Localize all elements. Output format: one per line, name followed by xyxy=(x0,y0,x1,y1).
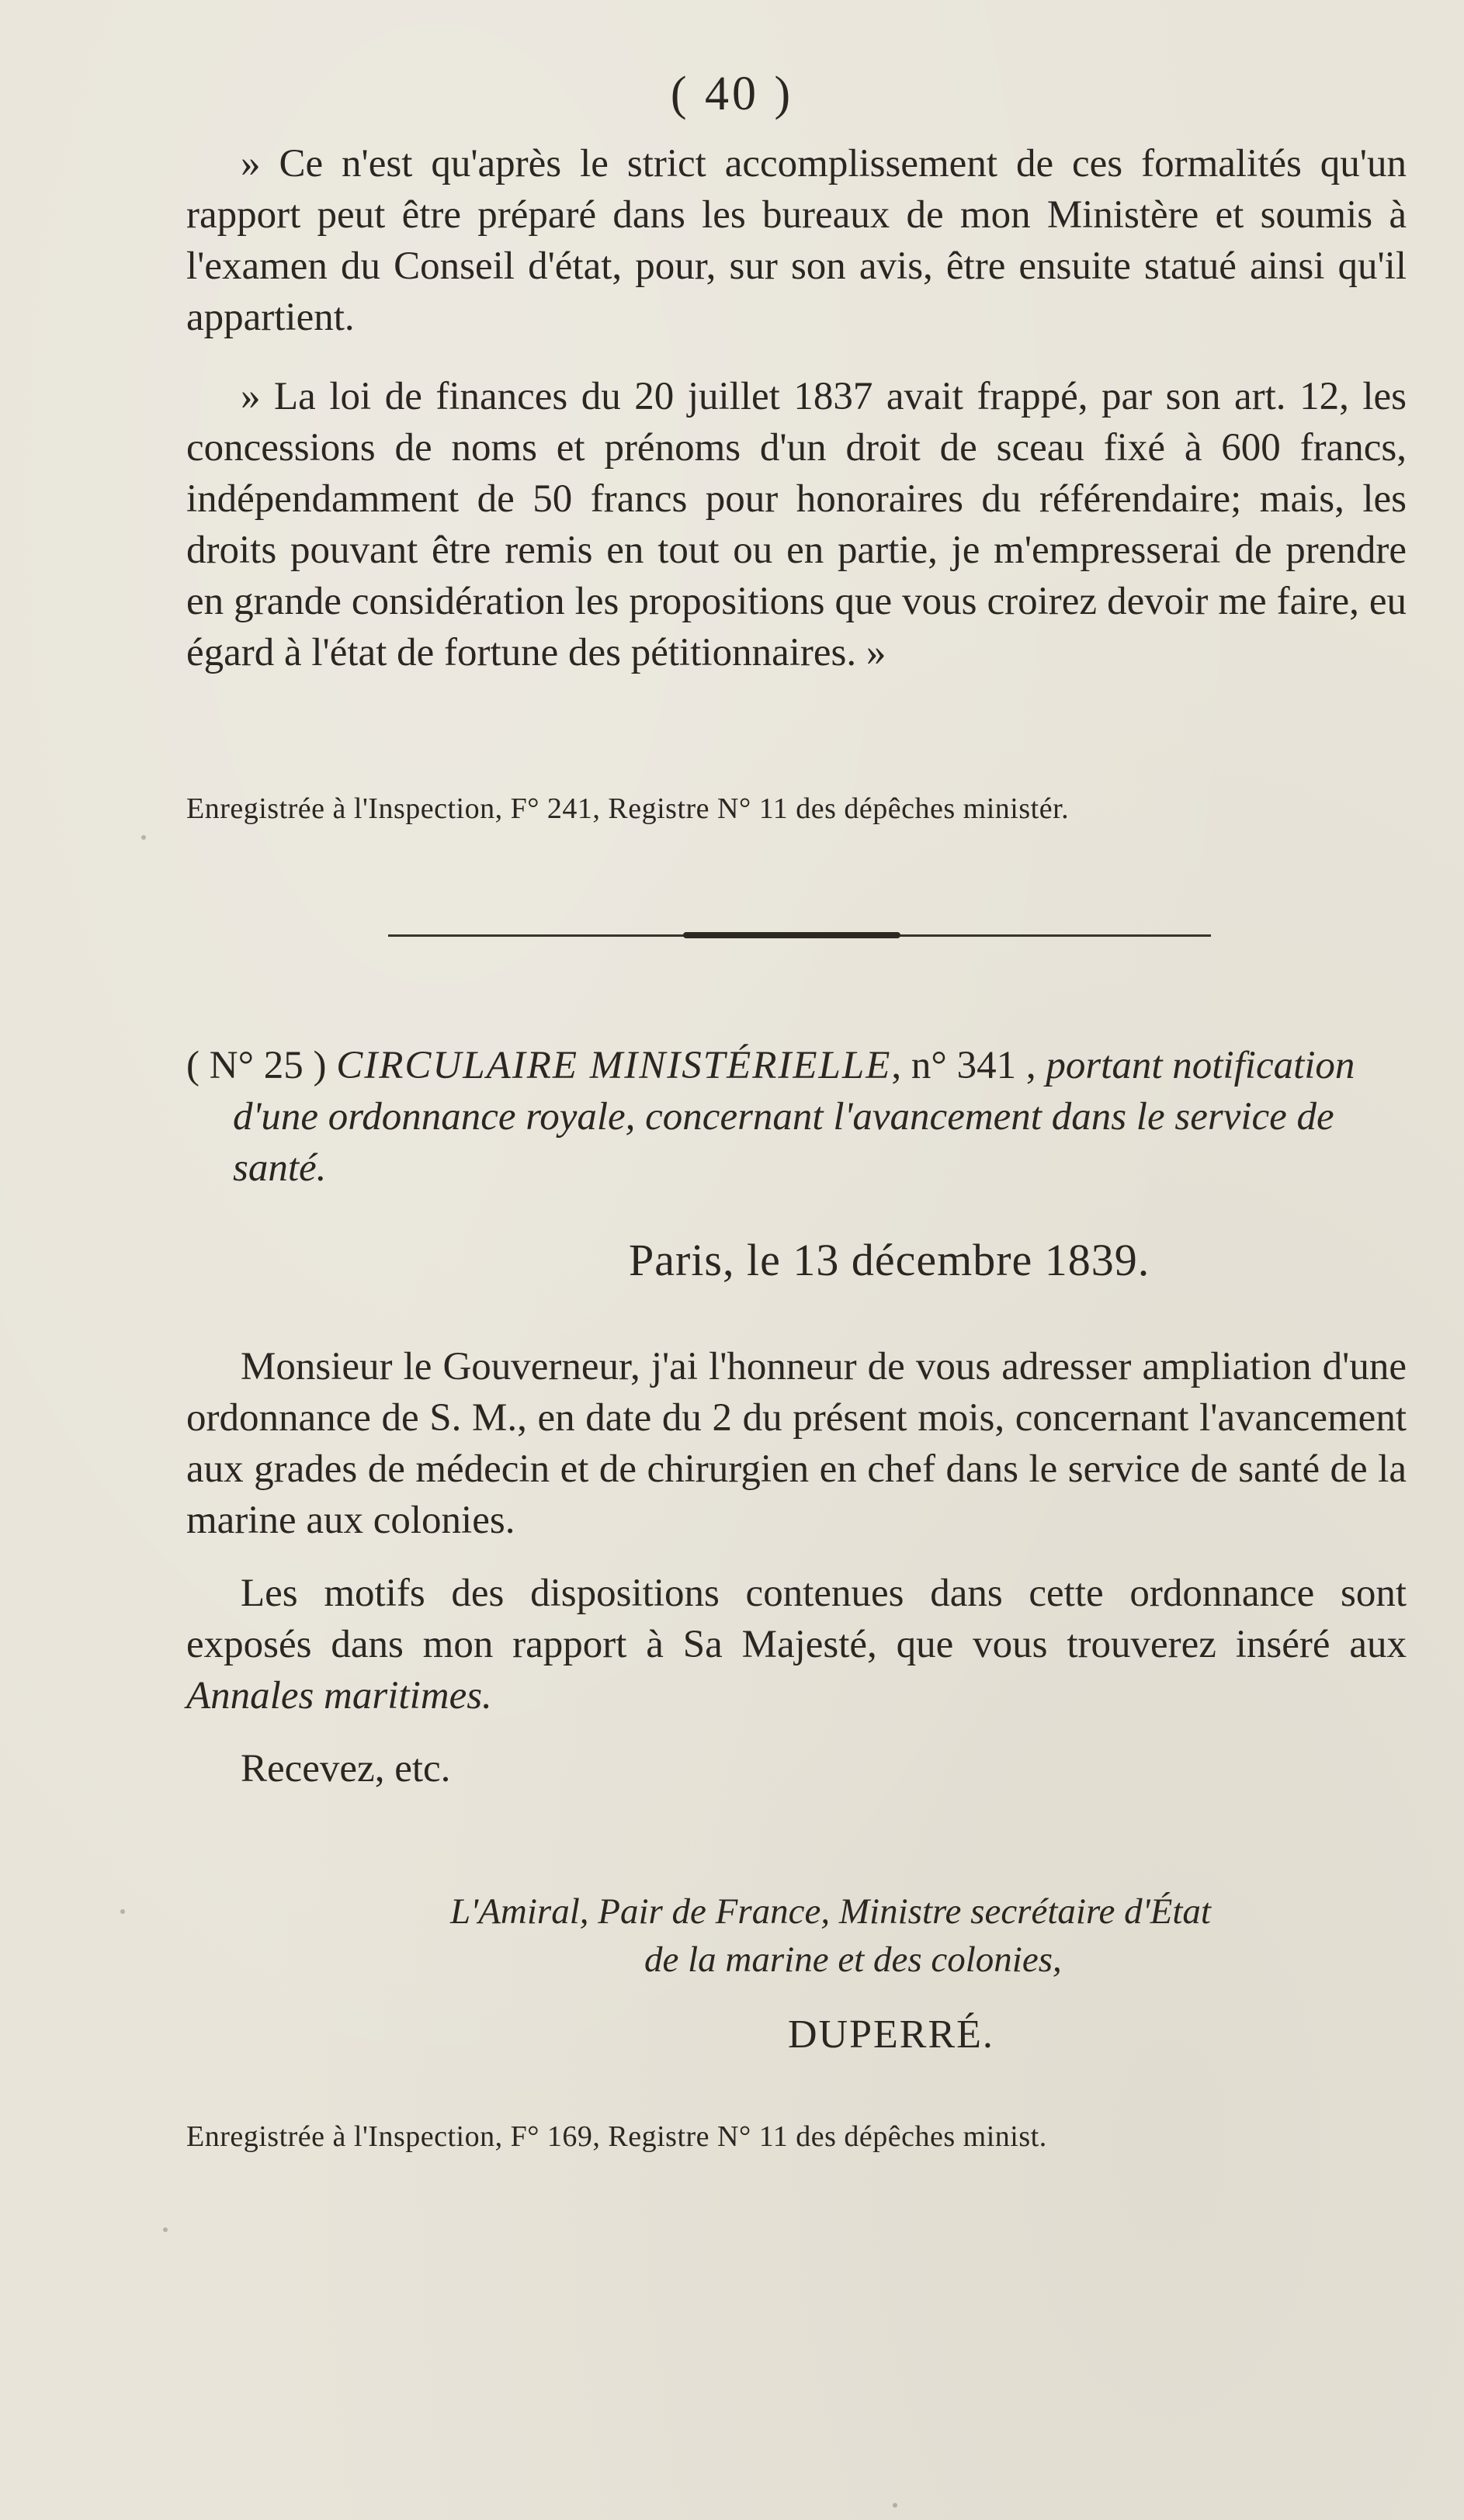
signature-block xyxy=(450,1887,1413,1984)
circular-subject: portant notification d'une ordonnance royale, concernant l'avancement dans le service de santé. xyxy=(233,1044,1355,1190)
circular-ref-number: , n° 341 , xyxy=(891,1044,1036,1087)
paper-speck xyxy=(120,1909,125,1914)
circular-heading xyxy=(186,1040,1407,1194)
annales-maritimes-ref: Annales maritimes. xyxy=(186,1674,492,1718)
registration-text-1: Enregistrée à l'Inspection, F° 241, Registre N° 11 des dépêches ministér. xyxy=(186,792,1070,825)
body-paragraph-2 xyxy=(186,1568,1407,1721)
page-number: ( 40 ) xyxy=(670,68,794,120)
top-text-block xyxy=(186,138,1407,678)
body-closing: Recevez, etc. xyxy=(241,1747,451,1790)
paragraph-finance-law: » La loi de finances du 20 juillet 1837 avait frappé, par son art. 12, les concessions de noms et prénoms d'un droit de sceau fixé à 600 francs, indépendamment de 50 francs pour honoraires du référendaire; mais, les droits pouvant être remis en tout ou en partie, je m'empresserai de prendre en grande considération les propositions que vous croirez devoir me faire, eu égard à l'état de fortune des pétitionnaires. » xyxy=(186,375,1407,674)
letter-body xyxy=(186,1341,1407,1794)
signatory-name: DUPERRÉ. xyxy=(788,2012,994,2057)
registration-note-1 xyxy=(186,789,1407,828)
dateline: Paris, le 13 décembre 1839. xyxy=(629,1235,1150,1285)
registration-note-2 xyxy=(186,2117,1407,2156)
body-paragraph-1: Monsieur le Gouverneur, j'ai l'honneur de vous adresser ampliation d'une ordonnance de S. M., en date du 2 du présent mois, concernant l'avancement aux grades de médecin et de chirurgien en chef dans le service de santé de la marine aux colonies. xyxy=(186,1345,1407,1542)
paper-speck xyxy=(141,835,146,840)
paper-speck xyxy=(893,2503,897,2508)
section-divider xyxy=(388,934,1211,937)
paragraph-formalities: » Ce n'est qu'après le strict accomplissement de ces formalités qu'un rapport peut être préparé dans les bureaux de mon Ministère et soumis à l'examen du Conseil d'état, pour, sur son avis, être ensuite statué ainsi qu'il appartient. xyxy=(186,142,1407,339)
body-paragraph-2-text: Les motifs des dispositions contenues dans cette ordonnance sont exposés dans mon rapport à Sa Majesté, que vous trouverez inséré aux xyxy=(186,1572,1407,1666)
circular-number: ( N° 25 ) xyxy=(186,1044,327,1087)
signature-title-line-1: L'Amiral, Pair de France, Ministre secrétaire d'État xyxy=(450,1891,1211,1932)
registration-text-2: Enregistrée à l'Inspection, F° 169, Registre N° 11 des dépêches minist. xyxy=(186,2120,1047,2153)
circular-title: CIRCULAIRE MINISTÉRIELLE xyxy=(336,1044,892,1087)
paper-speck xyxy=(163,2227,168,2232)
signature-title-line-2: de la marine et des colonies, xyxy=(644,1939,1062,1980)
circular-heading-text xyxy=(186,1040,1407,1194)
